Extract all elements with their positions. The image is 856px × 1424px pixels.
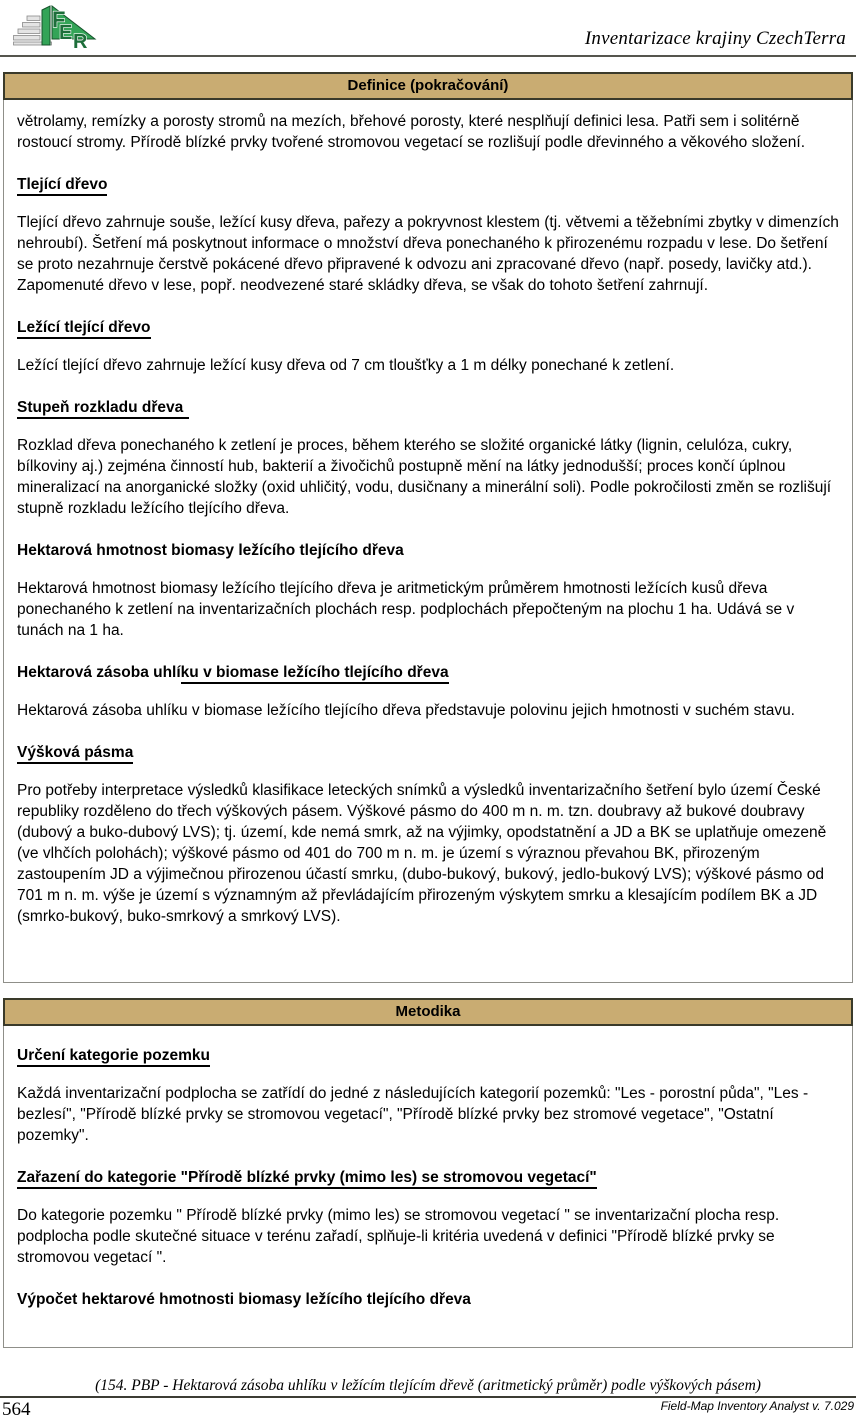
section-definice [3,100,853,983]
heading-lezici-tlejici-drevo: Ležící tlející dřevo [17,317,839,338]
heading-hektarova-zasoba: Hektarová zásoba uhlíku v biomase ležícího tlejícího dřeva [17,662,839,683]
section-metodika [3,1026,853,1348]
svg-text:E: E [59,22,73,44]
paragraph-stupen-rozkladu: Rozklad dřeva ponechaného k zetlení je proces, během kterého se složité organické látky (lignin, celulóza, cukry, bílkoviny aj.) zejména činností hub, bakterií a živočichů postupně mění na látky jednodušší; proces končí úplnou mineralizací na anorganické složky (oxid uhličitý, vodu, dusičnany a minerální soli). Podle pokročilosti změn se rozlišují stupně rozkladu ležícího tlejícího dřeva. [17,437,832,517]
heading-hektarova-hmotnost: Hektarová hmotnost biomasy ležícího tlejícího dřeva [17,542,404,559]
heading-stupen-rozkladu: Stupeň rozkladu dřeva [17,397,839,418]
heading-zarazeni-kategorie: Zařazení do kategorie "Přírodě blízké prvky (mimo les) se stromovou vegetací" [17,1167,839,1188]
section-banner-definice: Definice (pokračování) [3,72,853,100]
heading-urceni-kategorie: Určení kategorie pozemku [17,1045,839,1066]
paragraph-urceni-kategorie: Každá inventarizační podplocha se zatřídí do jedné z následujících kategorií pozemků: "Les - porostní půda", "Les - bezlesí", "Přírodě blízké prvky se stromovou vegetací", "Přírodě blízké prvky bez stromové vegetace", "Ostatní pozemky". [17,1085,809,1144]
paragraph-zarazeni-kategorie: Do kategorie pozemku " Přírodě blízké prvky (mimo les) se stromovou vegetací " se inventarizační plocha resp. podplocha podle skutečné situace v terénu zařadí, splňuje-li kritéria uvedená v definici "Přírodě blízké prvky se stromovou vegetací ". [17,1207,780,1266]
paragraph-intro: větrolamy, remízky a porosty stromů na mezích, břehové porosty, které nesplňují definici lesa. Patři sem i solitérně rostoucí stromy. Přírodě blízké prvky tvořené stromovou vegetací se rozlišují podle dřevinného a věkového složení. [17,113,806,151]
report-title: Inventarizace krajiny CzechTerra [584,28,846,49]
app-version-label: Field-Map Inventory Analyst v. 7.029 [660,1399,854,1413]
page-footer [0,1377,856,1424]
paragraph-vyskova-pasma: Pro potřeby interpretace výsledků klasifikace leteckých snímků a výsledků inventarizačního šetření bylo území České republiky rozděleno do třech výškových pásem. Výškové pásmo do 400 m n. m. tzn. doubravy až bukové doubravy (dubový a buko-dubový LVS); tj. území, kde nemá smrk, až na výjimky, opodstatnění a JD a BK se uplatňuje omezeně (ve vlhčích polohách); výškové pásmo od 401 do 700 m n. m. je území s výraznou převahou BK, přirozeným zastoupením JD a výjimečnou přirozenou účastí smrku, (dubo-bukový, bukový, jedlo-bukový LVS); výškové pásmo od 701 m n. m. výše je území s významným až převládajícím přirozeným výskytem smrku a klesajícím podílem BK a JD (smrko-bukový, buko-smrkový a smrkový LVS). [17,782,827,925]
paragraph-hektarova-hmotnost: Hektarová hmotnost biomasy ležícího tlejícího dřeva je aritmetickým průměrem hmotnosti ležících kusů dřeva ponechaného k zetlení na inventarizačních plochách resp. podplochách přepočteným na plochu 1 ha. Udává se v tunách na 1 ha. [17,580,795,639]
svg-text:R: R [73,31,88,53]
heading-tlejici-drevo: Tlející dřevo [17,174,839,195]
page-number: 564 [2,1399,31,1420]
svg-text:F: F [52,7,66,32]
paragraph-tlejici-drevo: Tlející dřevo zahrnuje souše, ležící kusy dřeva, pařezy a pokryvnost klestem (tj. větvemi a těžebními zbytky v dimenzích nehroubí). Šetření má poskytnout informace o množství dřeva ponechaného k přirozenému rozpadu v lese. Do šetření se proto nezahrnuje čerstvě pokácené dřevo připravené k odvozu ani zpracované dřevo (např. posedy, lavičky atd.). Zapomenuté dřevo v lese, popř. neodvezené staré skládky dřeva, se však do tohoto šetření zahrnují. [17,214,839,294]
heading-vypocet-hmotnosti: Výpočet hektarové hmotnosti biomasy ležícího tlejícího dřeva [17,1291,471,1308]
section-banner-metodika: Metodika [3,998,853,1026]
page-header [0,0,856,57]
ifer-logo-icon [11,3,107,58]
paragraph-lezici-tlejici-drevo: Ležící tlející dřevo zahrnuje ležící kusy dřeva od 7 cm tloušťky a 1 m délky ponechané k zetlení. [17,357,675,374]
footer-row [0,1398,856,1424]
heading-vyskova-pasma: Výšková pásma [17,742,839,763]
footer-caption: (154. PBP - Hektarová zásoba uhlíku v ležícím tlejícím dřevě (aritmetický průměr) podle výškových pásem) [0,1377,856,1398]
paragraph-hektarova-zasoba: Hektarová zásoba uhlíku v biomase ležícího tlejícího dřeva představuje polovinu jejich hmotnosti v suchém stavu. [17,702,795,719]
